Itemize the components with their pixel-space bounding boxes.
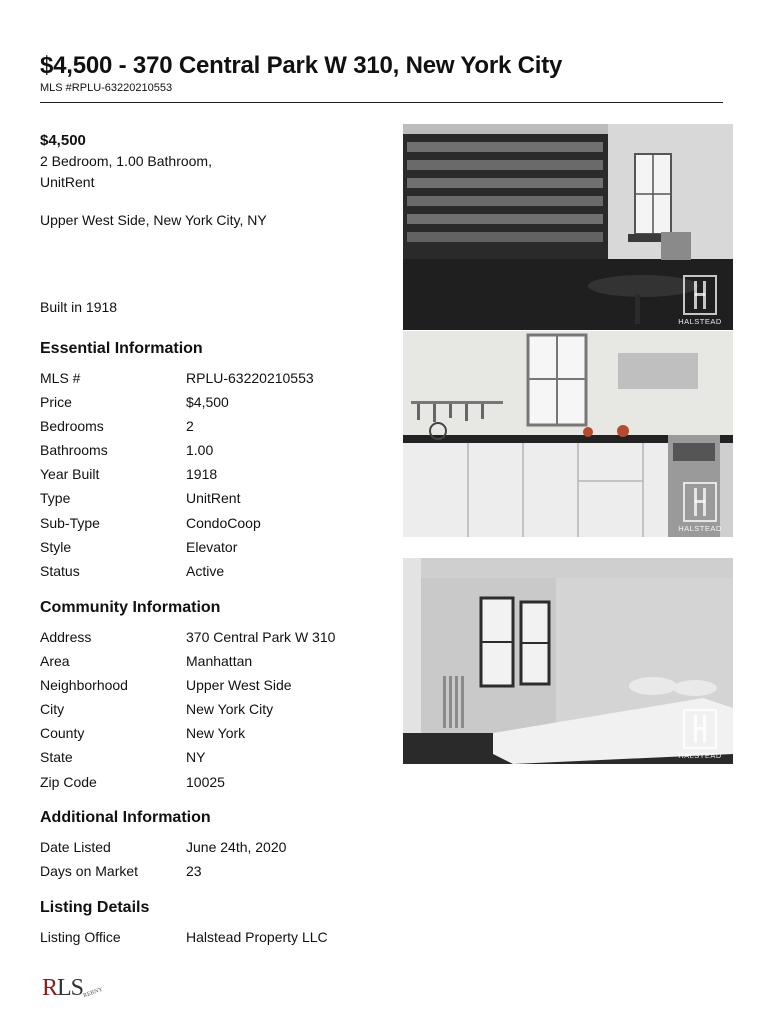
info-row (40, 539, 380, 563)
info-label: Year Built (40, 466, 100, 483)
halstead-logo-icon (683, 709, 717, 749)
living-room-photo[interactable] (403, 124, 733, 330)
page-title: $4,500 - 370 Central Park W 310, New York City (40, 52, 563, 79)
info-value: 2 (186, 418, 194, 435)
kitchen-photo[interactable] (403, 331, 733, 537)
halstead-watermark (673, 709, 727, 760)
info-value: New York City (186, 701, 274, 718)
info-label: Style (40, 538, 72, 555)
info-row (40, 418, 380, 442)
info-value: 1918 (186, 466, 218, 483)
community-information-section (40, 599, 380, 798)
info-row (40, 442, 380, 466)
info-value: 370 Central Park W 310 (186, 629, 336, 645)
info-label: Sub-Type (40, 514, 100, 531)
info-value: Elevator (186, 538, 238, 555)
halstead-watermark (673, 275, 727, 326)
info-label: Area (40, 653, 70, 670)
info-label: Zip Code (40, 773, 97, 790)
info-row (40, 749, 380, 773)
listing-details-section (40, 899, 380, 953)
info-row (40, 863, 380, 887)
info-row (40, 701, 380, 725)
header-divider (40, 102, 723, 103)
info-row (40, 774, 380, 798)
info-row (40, 629, 380, 653)
info-label: State (40, 749, 73, 766)
info-value: New York (186, 725, 246, 742)
summary-rooms: 2 Bedroom, 1.00 Bathroom, (40, 153, 212, 169)
summary-price: $4,500 (40, 132, 86, 149)
info-value: 23 (186, 863, 202, 880)
info-label: Neighborhood (40, 677, 128, 694)
info-value: 10025 (186, 773, 225, 790)
watermark-text: HALSTEAD (678, 317, 722, 326)
info-label: Price (40, 394, 72, 411)
section-heading: Additional Information (40, 809, 211, 826)
info-value: UnitRent (186, 490, 241, 507)
info-label: Status (40, 562, 80, 579)
essential-information-section (40, 340, 380, 587)
halstead-logo-icon (683, 482, 717, 522)
info-value: Halstead Property LLC (186, 929, 328, 945)
info-label: Date Listed (40, 839, 111, 855)
info-label: Type (40, 490, 71, 507)
info-label: Bedrooms (40, 418, 104, 435)
info-value: CondoCoop (186, 514, 261, 531)
info-label: Bathrooms (40, 442, 108, 459)
info-row (40, 466, 380, 490)
halstead-logo-icon (683, 275, 717, 315)
rebny-logo-text: REBNY (82, 986, 104, 1000)
section-heading: Listing Details (40, 899, 150, 916)
info-value: RPLU-63220210553 (186, 370, 314, 386)
watermark-text: HALSTEAD (678, 524, 722, 533)
info-row (40, 929, 380, 953)
halstead-watermark (673, 482, 727, 533)
additional-information-section (40, 809, 380, 887)
info-label: Address (40, 629, 92, 645)
info-value: NY (186, 749, 206, 766)
info-row (40, 653, 380, 677)
info-value: 1.00 (186, 442, 214, 459)
info-value: $4,500 (186, 394, 229, 411)
mls-number-subtitle: MLS #RPLU-63220210553 (40, 82, 173, 94)
info-label: MLS # (40, 370, 81, 386)
info-row (40, 515, 380, 539)
info-value: Manhattan (186, 653, 253, 670)
info-row (40, 677, 380, 701)
info-value: Active (186, 562, 225, 579)
section-heading: Community Information (40, 599, 221, 616)
info-label: County (40, 725, 85, 742)
info-value: June 24th, 2020 (186, 839, 287, 855)
info-row (40, 370, 380, 394)
info-label: Listing Office (40, 929, 121, 945)
info-row (40, 394, 380, 418)
listing-summary (40, 130, 212, 193)
section-heading: Essential Information (40, 340, 203, 357)
bedroom-photo[interactable] (403, 558, 733, 764)
watermark-text: HALSTEAD (678, 751, 722, 760)
info-row (40, 725, 380, 749)
info-row (40, 839, 380, 863)
summary-type: UnitRent (40, 174, 95, 190)
info-value: Upper West Side (186, 677, 292, 694)
info-label: City (40, 701, 65, 718)
rls-logo: RLS (42, 975, 84, 1001)
info-label: Days on Market (40, 863, 139, 880)
info-row (40, 563, 380, 587)
info-row (40, 490, 380, 514)
summary-built: Built in 1918 (40, 299, 118, 315)
summary-location: Upper West Side, New York City, NY (40, 212, 267, 228)
